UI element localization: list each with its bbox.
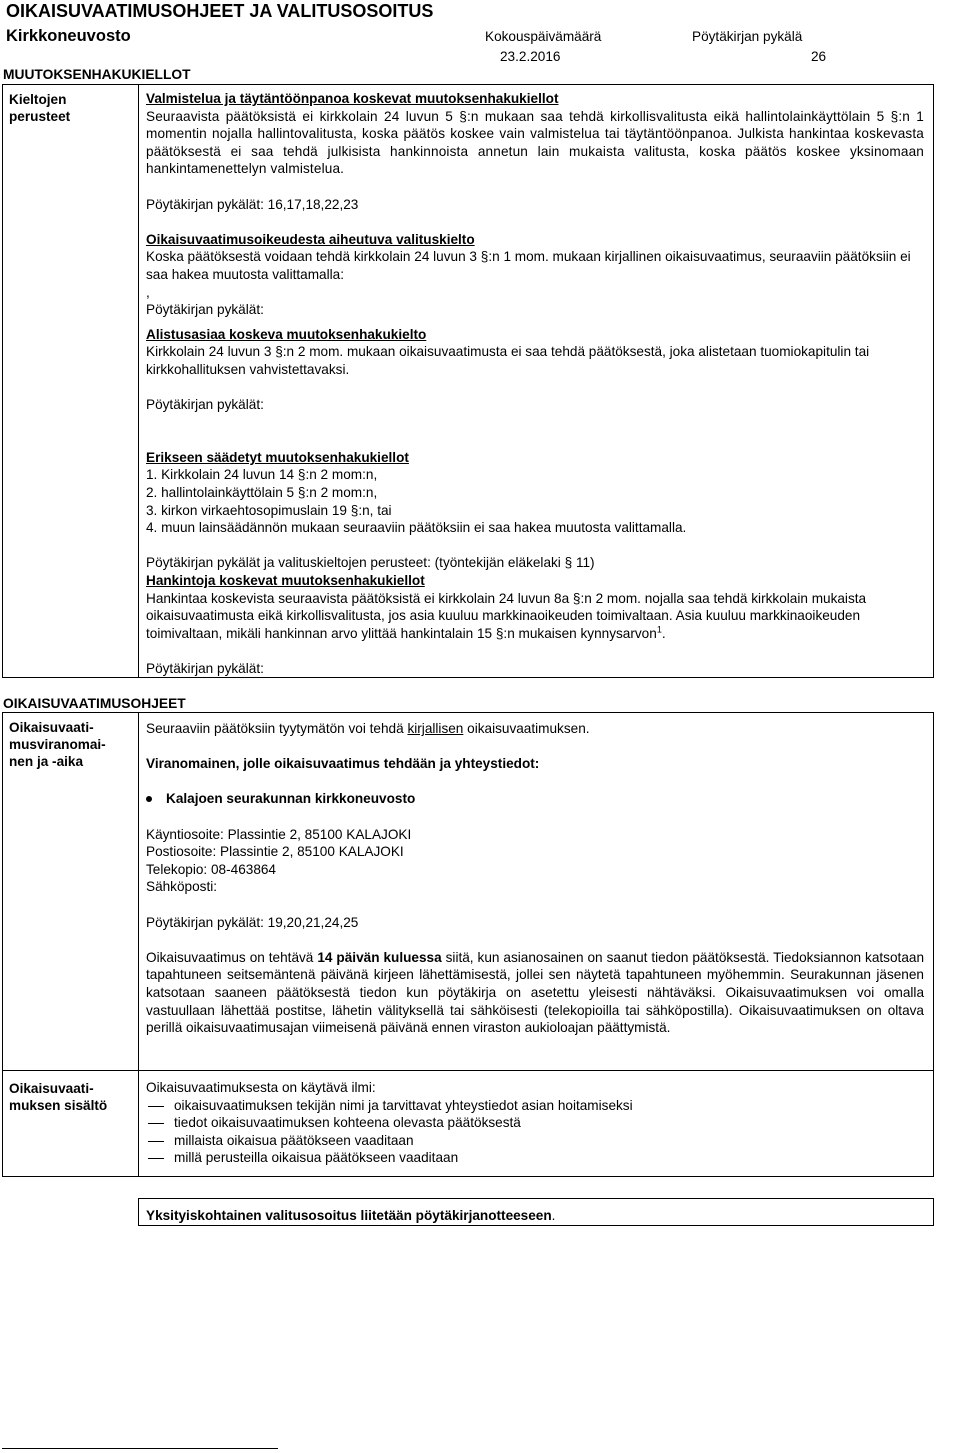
s4-sections: Pöytäkirjan pykälät ja valituskieltojen perusteet: (työntekijän eläkelaki § 11) xyxy=(146,555,595,571)
email-address: Sähköposti: xyxy=(146,879,218,895)
row-divider xyxy=(3,1070,933,1071)
contact-heading: Viranomainen, jolle oikaisuvaatimus tehdään ja yhteystiedot: xyxy=(146,756,540,772)
visit-address: Käyntiosoite: Plassintie 2, 85100 KALAJOKI xyxy=(146,826,412,842)
restrictions-content xyxy=(146,90,924,678)
appeal-intro xyxy=(146,720,924,738)
s3-sections: Pöytäkirjan pykälät: xyxy=(146,397,264,413)
label-line: musviranomai- xyxy=(9,737,106,752)
s4-item: 4. muun lainsäädännön mukaan seuraaviin päätöksiin ei saa hakea muutosta valittamalla. xyxy=(146,520,687,536)
s2-text: Koska päätöksestä voidaan tehdä kirkkolain 24 luvun 3 §:n 1 mom. mukaan kirjallinen oikaisuvaatimus, seuraaviin päätöksiin ei saa hakea muutosta valittamalla: xyxy=(146,249,911,282)
authority-label xyxy=(9,719,106,770)
bullet-icon xyxy=(146,796,152,802)
deadline-days: 14 päivän kuluessa xyxy=(317,949,442,965)
footer-note-end: . xyxy=(551,1208,556,1223)
s3-title: Alistusasiaa koskeva muutoksenhakukielto xyxy=(146,326,427,342)
organ-name: Kirkkoneuvosto xyxy=(6,27,131,45)
footnote-mark: 1 xyxy=(656,624,662,635)
restrictions-row-label xyxy=(9,91,70,125)
content-label xyxy=(9,1080,107,1114)
s5-title: Hankintoja koskevat muutoksenhakukiellot xyxy=(146,573,425,589)
s2-comma: , xyxy=(146,284,150,300)
authority-name-text: Kalajoen seurakunnan kirkkoneuvosto xyxy=(166,791,416,807)
meeting-date-label: Kokouspäivämäärä xyxy=(485,29,602,44)
meeting-date: 23.2.2016 xyxy=(500,49,561,64)
section-label: Pöytäkirjan pykälä xyxy=(692,29,803,44)
list-item: millä perusteilla oikaisua päätökseen vaaditaan xyxy=(146,1149,924,1167)
s5-text: Hankintaa koskevista seuraavista päätöksistä ei kirkkolain 24 luvun 8a §:n 2 mom. nojalla saa tehdä kirkkolain mukaista oikaisuvaatimusta eikä kirkollisvalitusta, jos asia kuuluu markkinaoikeuden toimivaltaan. Asia kuuluu markkinaoikeuden toimivaltaan, mikäli hankinnan arvo ylittää hankintalain 15 §:n mukaisen kynnysarvon$^1$. xyxy=(146,590,867,641)
written-term: kirjallisen xyxy=(407,721,464,736)
s2-sections: Pöytäkirjan pykälät: xyxy=(146,302,264,318)
list-item: oikaisuvaatimuksen tekijän nimi ja tarvittavat yhteystiedot asian hoitamiseksi xyxy=(146,1097,924,1115)
deadline-text xyxy=(146,949,924,1037)
footer-note xyxy=(146,1207,555,1225)
column-divider xyxy=(138,713,139,1176)
postal-address: Postiosoite: Plassintie 2, 85100 KALAJOKI xyxy=(146,844,404,860)
intro-text: Seuraaviin päätöksiin tyytymätön voi tehdä xyxy=(146,721,408,736)
document-title: OIKAISUVAATIMUSOHJEET JA VALITUSOSOITUS xyxy=(6,1,434,21)
fax-number: Telekopio: 08-463864 xyxy=(146,861,276,877)
appeal-heading: OIKAISUVAATIMUSOHJEET xyxy=(3,696,186,711)
s1-title: Valmistelua ja täytäntöönpanoa koskevat muutoksenhakukiellot xyxy=(146,91,559,106)
authority-content xyxy=(146,720,924,1037)
restrictions-heading: MUUTOKSENHAKUKIELLOT xyxy=(3,67,191,82)
row-label-line: perusteet xyxy=(9,109,71,124)
list-item: tiedot oikaisuvaatimuksen kohteena olevasta päätöksestä xyxy=(146,1114,924,1132)
s3-text: Kirkkolain 24 luvun 3 §:n 2 mom. mukaan oikaisuvaatimusta ei saa tehdä päätöksestä, joka alistetaan tuomiokapitulin tai kirkkohallituksen vahvistettavaksi. xyxy=(146,344,870,377)
footnote-separator xyxy=(2,1448,278,1449)
s4-item: 2. hallintolainkäyttölain 5 §:n 2 mom:n, xyxy=(146,485,378,501)
s4-title: Erikseen säädetyt muutoksenhakukiellot xyxy=(146,449,409,465)
label-line: Oikaisuvaati- xyxy=(9,1081,94,1096)
list-item: millaista oikaisua päätökseen vaaditaan xyxy=(146,1132,924,1150)
deadline-post: siitä, kun asianosainen on saanut tiedon päätöksestä. Tiedoksiannon katsotaan tapahtuneen seitsemäntenä päivänä kirjeen lähettämisestä, jollei sen näytetä tapahtuneen myöhemmin. Seurakunnan jäsenen katsotaan saaneen päätöksestä tiedon kun pöytäkirja on asetettu yleisesti nähtäväksi. Oikaisuvaatimuksen voi omalla vastuullaan lähettää postitse, lähetin välityksellä tai sähköisesti (telekopioilla tai sähköpostilla). Oikaisuvaatimuksen on oltava perillä oikaisuvaatimusajan viimeisenä päivänä ennen viraston aukioloajan päättymistä. xyxy=(146,949,925,1036)
s5-text-body: Hankintaa koskevista seuraavista päätöksistä ei kirkkolain 24 luvun 8a §:n 2 mom. nojalla saa tehdä kirkkolain mukaista oikaisuvaatimusta eikä kirkollisvalitusta, jos asia kuuluu markkinaoikeuden toimivaltaan. Asia kuuluu markkinaoikeuden toimivaltaan, mikäli hankinnan arvo ylittää hankintalain 15 §:n mukaisen kynnysarvon xyxy=(146,590,867,641)
appeal-content-list xyxy=(146,1079,924,1167)
s4-item: 1. Kirkkolain 24 luvun 14 §:n 2 mom:n, xyxy=(146,467,378,483)
section-number: 26 xyxy=(811,49,827,64)
s5-sections: Pöytäkirjan pykälät: xyxy=(146,661,264,676)
s1-sections: Pöytäkirjan pykälät: 16,17,18,22,23 xyxy=(146,196,359,212)
s4-item: 3. kirkon virkaehtosopimuslain 19 §:n, tai xyxy=(146,502,392,518)
s1-text: Seuraavista päätöksistä ei kirkkolain 24 luvun 5 §:n mukaan saa tehdä kirkollisvalitusta eikä hallintolainkäyttölain 5 §:n 1 momentin nojalla hallintovalitusta, koska päätös koskee vain valmistelua tai täytäntöönpanoa. Julkista hankintaa koskevasta päätöksestä ei saa tehdä julkisista hankinnoista annetun lain mukaista valitusta, koska päätös koskee yksinomaan hankintamenettelyn valmistelua. xyxy=(146,108,924,177)
label-line: nen ja -aika xyxy=(9,754,84,769)
label-line: muksen sisältö xyxy=(9,1098,108,1113)
content-intro: Oikaisuvaatimuksesta on käytävä ilmi: xyxy=(146,1080,376,1095)
s2-title: Oikaisuvaatimusoikeudesta aiheutuva valituskielto xyxy=(146,231,475,247)
column-divider xyxy=(138,85,139,677)
intro-text: oikaisuvaatimuksen. xyxy=(463,721,590,736)
footer-note-text: Yksityiskohtainen valitusosoitus liitetään pöytäkirjanotteeseen xyxy=(146,1208,552,1223)
deadline-pre: Oikaisuvaatimus on tehtävä xyxy=(146,949,318,965)
label-line: Oikaisuvaati- xyxy=(9,720,94,735)
appeal-sections: Pöytäkirjan pykälät: 19,20,21,24,25 xyxy=(146,914,359,930)
authority-name xyxy=(146,790,924,808)
row-label-line: Kieltojen xyxy=(9,92,67,107)
